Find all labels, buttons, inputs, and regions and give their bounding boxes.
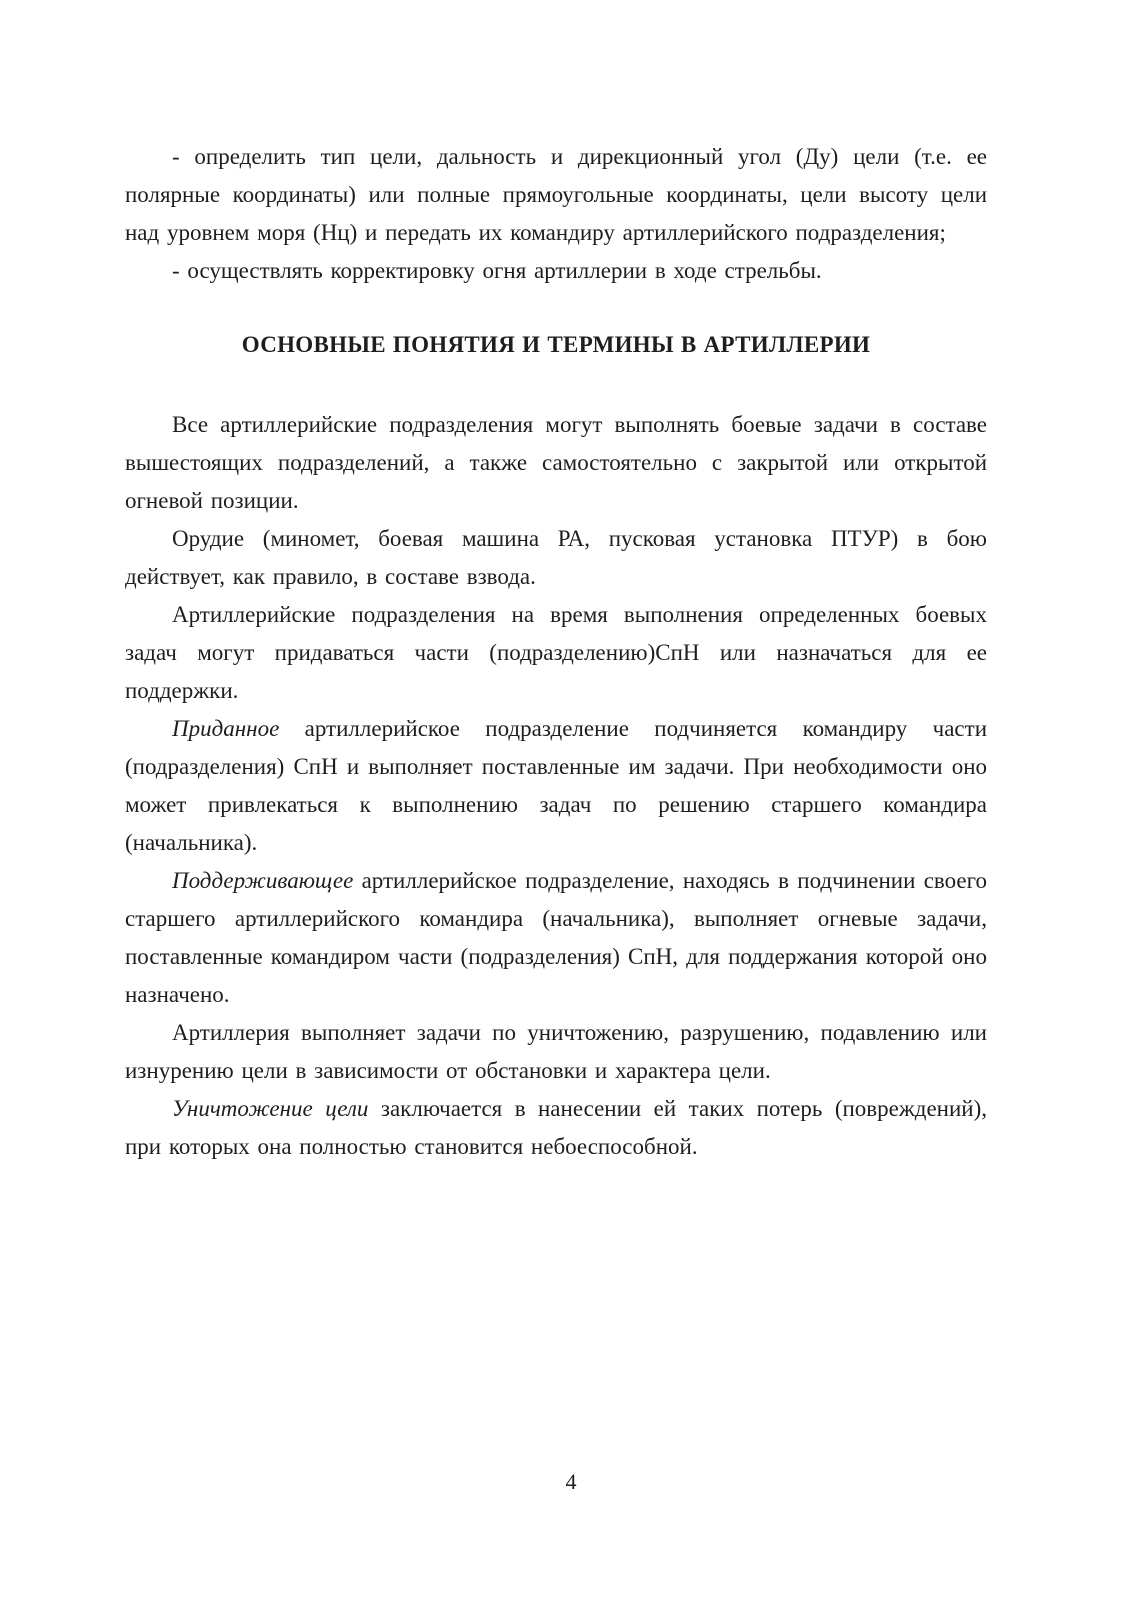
page-number: 4 [565, 1469, 577, 1494]
paragraph [125, 520, 987, 596]
paragraph-text: артиллерийское подразделение подчиняется командиру части (подразделения) СпН и выполняет поставленные им задачи. При необходимости оно может привлекаться к выполнению задач по решению старшего командира (начальника). [125, 716, 987, 855]
paragraph [125, 1090, 987, 1166]
paragraph-text: Артиллерия выполняет задачи по уничтожению, разрушению, подавлению или изнурению цели в зависимости от обстановки и характера цели. [125, 1020, 987, 1083]
paragraph-text: Все артиллерийские подразделения могут выполнять боевые задачи в составе вышестоящих подразделений, а также самостоятельно с закрытой или открытой огневой позиции. [125, 412, 987, 513]
paragraph [125, 710, 987, 862]
paragraph [125, 862, 987, 1014]
paragraph-lead: Уничтожение цели [172, 1096, 369, 1121]
paragraph [125, 406, 987, 520]
paragraph-lead: Приданное [172, 716, 280, 741]
paragraph [125, 1014, 987, 1090]
paragraph-text: - осуществлять корректировку огня артиллерии в ходе стрельбы. [172, 258, 822, 283]
paragraph [125, 138, 987, 252]
paragraph-text: - определить тип цели, дальность и дирекционный угол (Ду) цели (т.е. ее полярные координаты) или полные прямоугольные координаты, цели высоту цели над уровнем моря (Нц) и передать их командиру артиллерийского подразделения; [125, 144, 987, 245]
paragraph-text: Артиллерийские подразделения на время выполнения определенных боевых задач могут придаваться части (подразделению)СпН или назначаться для ее поддержки. [125, 602, 987, 703]
paragraph-text: заключается в нанесении ей таких потерь (повреждений), при которых она полностью становится небоеспособной. [125, 1096, 987, 1159]
document-page [125, 138, 987, 1166]
section-heading: ОСНОВНЫЕ ПОНЯТИЯ И ТЕРМИНЫ В АРТИЛЛЕРИИ [241, 332, 871, 357]
paragraph-text: артиллерийское подразделение, находясь в подчинении своего старшего артиллерийского командира (начальника), выполняет огневые задачи, поставленные командиром части (подразделения) СпН, для поддержания которой оно назначено. [125, 868, 987, 1007]
paragraph [125, 252, 987, 290]
paragraph-text: Орудие (миномет, боевая машина РА, пусковая установка ПТУР) в бою действует, как правило, в составе взвода. [125, 526, 987, 589]
paragraph [125, 596, 987, 710]
paragraph-lead: Поддерживающее [172, 868, 354, 893]
